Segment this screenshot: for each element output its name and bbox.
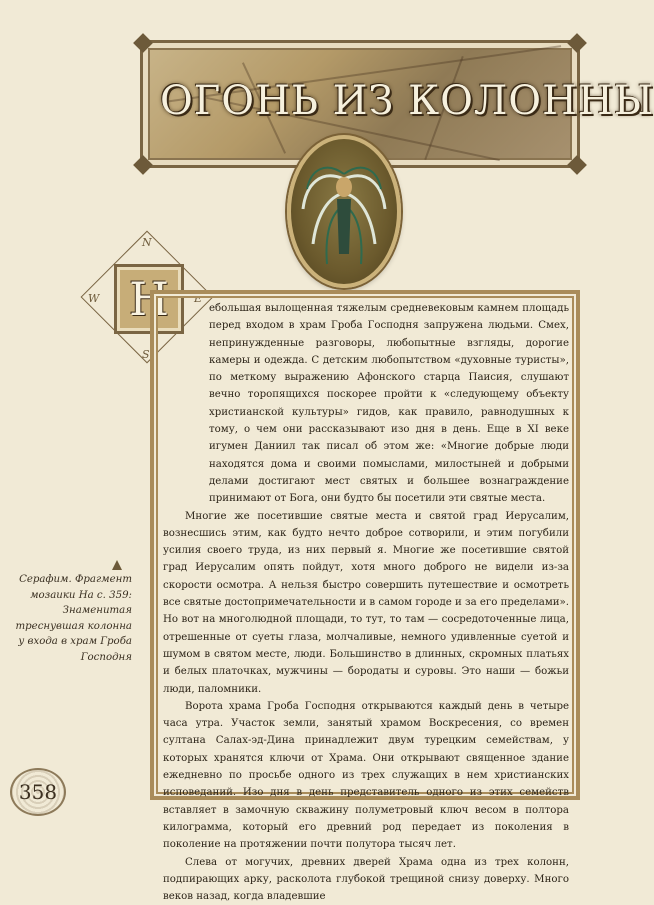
page-number: 358 — [10, 768, 66, 816]
banner-corner-ornament — [567, 155, 587, 175]
banner-corner-ornament — [567, 33, 587, 53]
paragraph: Многие же посетившие святые места и святой град Иерусалим, вознесшись этим, как будто нечто доброе сотворили, и этим погубили усилия своего труда, из них первый я. Многие же посетившие святой град Иерусалим опять пойдут, хотя много доброго не видели из-за скорости осмотра. А нельзя быстро совершить путешествие и осмотреть все святые достопримечательности и в самом городе и за его пределами». Но вот на многолюдной площади, то тут, то там — сосредоточенные лица, отрешенные от суеты глаза, молчаливые, немного удивленные суетой и шумом в святом месте, люди. Большинство в длинных, скромных платьях и белых платочках, мужчины — бородаты и суровы. Это наши — божьи люди, паломники. — [163, 508, 569, 698]
compass-letter-n: N — [142, 236, 152, 249]
image-caption: Серафим. Фрагмент мозаики На с. 359: Знаменитая треснувшая колонна у входа в храм Гроба Господня — [14, 572, 132, 665]
drop-cap-letter: Н — [117, 267, 181, 331]
banner-corner-ornament — [133, 155, 153, 175]
compass-letter-w: W — [88, 292, 99, 305]
paragraph: ебольшая вылощенная тяжелым средневековым камнем площадь перед входом в храм Гроба Господня запружена людьми. Смех, непринужденные разговоры, любопытные взгляды, дорогие камеры и одежда. С детским любопытством «духовные туристы», по меткому выражению Афонского старца Паисия, слушают вечно торопящихся поскорее пройти к «следующему объекту христианской культуры» гидов, как правило, равнодушных к тому, о чем они рассказывают изо дня в день. Еще в XI веке игумен Даниил так писал об этом же: «Многие добрые люди находятся дома и своими помыслами, милостыней и добрыми делами достигают мест святых и большее вознаграждение принимают от Бога, они будто бы посетили эти святые места. — [163, 300, 569, 508]
paragraph: Слева от могучих, древних дверей Храма одна из трех колонн, подпирающих арку, расколота глубокой трещиной снизу доверху. Много веков назад, когда владевшие — [163, 854, 569, 905]
banner-corner-ornament — [133, 33, 153, 53]
compass-letter-s: S — [142, 348, 150, 361]
article-body — [163, 300, 569, 905]
paragraph: Ворота храма Гроба Господня открываются каждый день в четыре часа утра. Участок земли, занятый храмом Воскресения, со времен султана Салах-эд-Дина принадлежит двум турецким семействам, у которых хранятся ключи от Храма. Они открывают священное здание ежедневно по просьбе одного из трех служащих в нем христианских исповеданий. Изо дня в день представитель одного из этих семейств вставляет в замочную скважину полуметровый ключ весом в полтора килограмма, который его древний род передает из поколения в поколение на протяжении почти полутора тысяч лет. — [163, 698, 569, 854]
compass-letter-e: E — [194, 292, 202, 305]
page-title: ОГОНЬ ИЗ КОЛОННЫ — [160, 78, 560, 124]
seraphim-mosaic-image — [287, 135, 401, 288]
caption-ornament-icon — [112, 560, 122, 570]
